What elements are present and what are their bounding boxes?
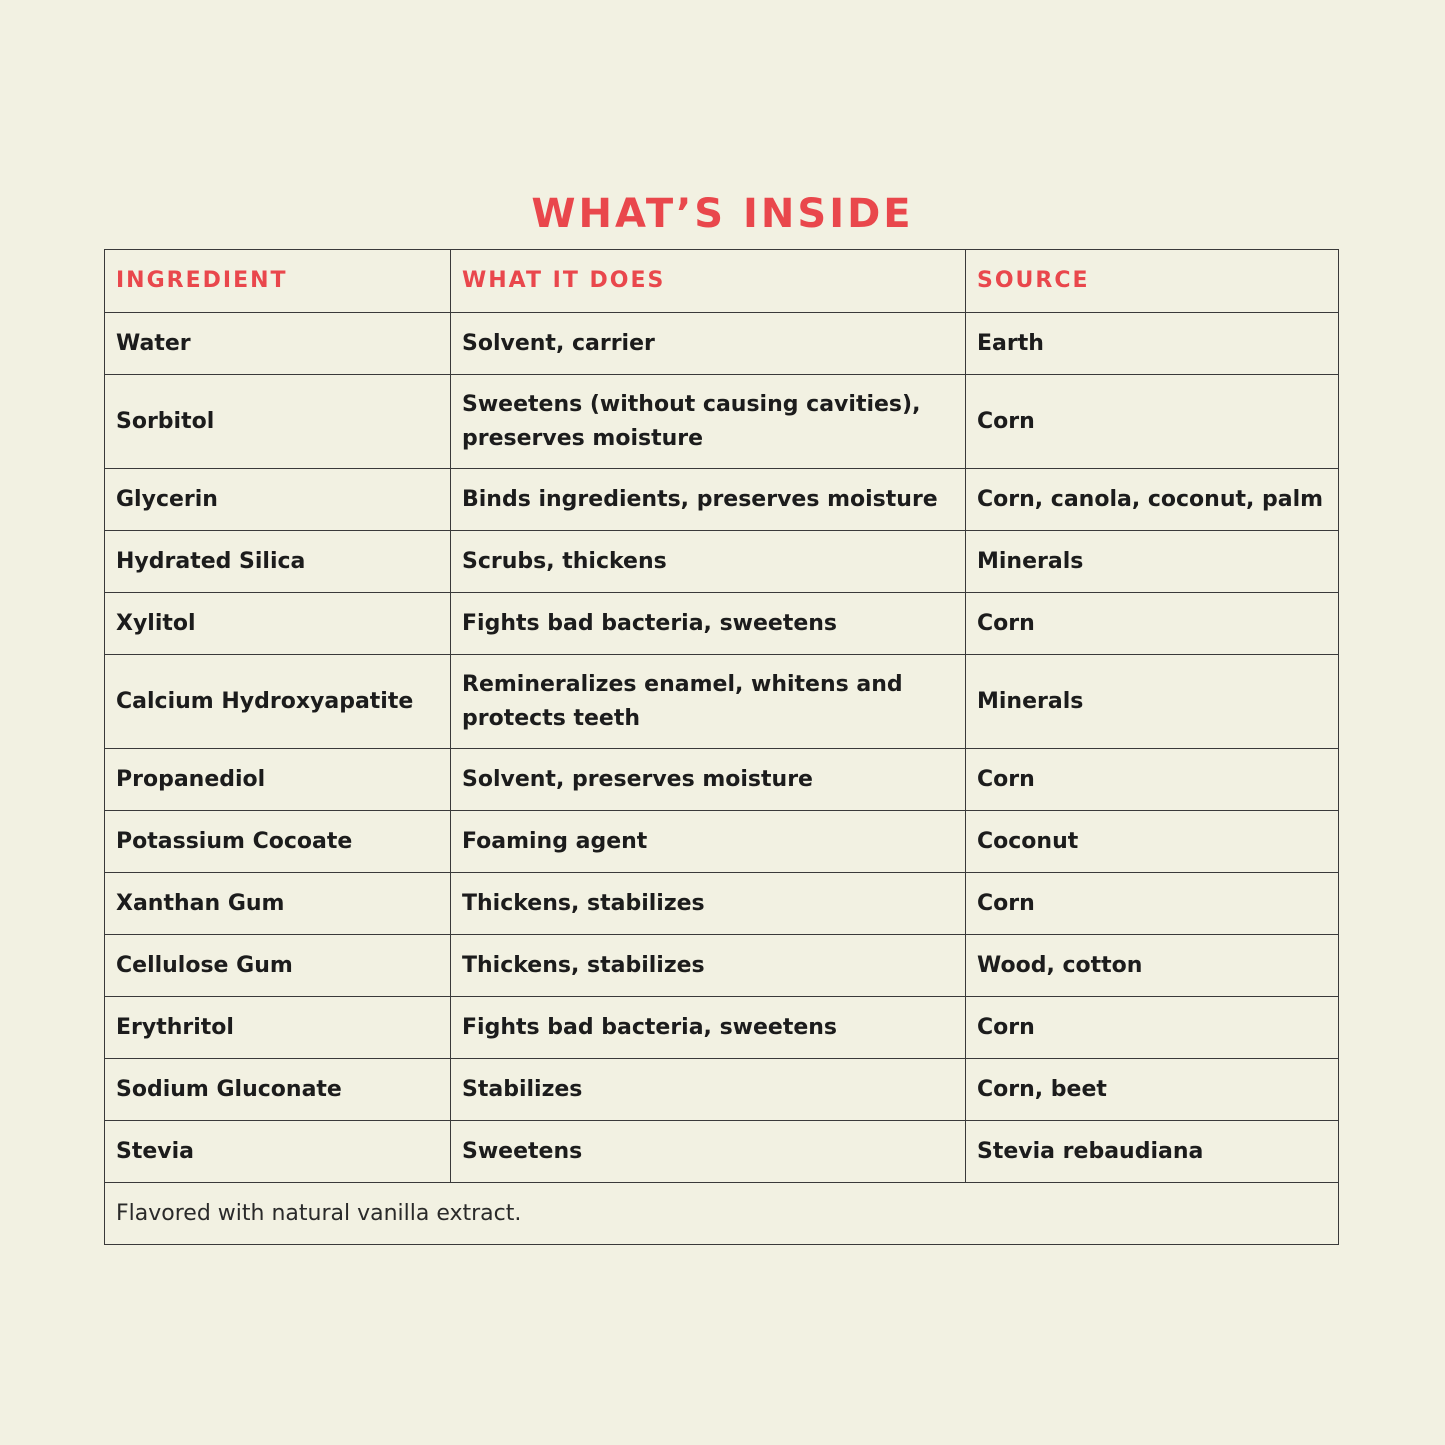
ingredient-cell: Xanthan Gum <box>105 873 451 935</box>
ingredient-cell: Hydrated Silica <box>105 531 451 593</box>
function-cell: Binds ingredients, preserves moisture <box>451 469 966 531</box>
table-row <box>105 531 1339 593</box>
ingredient-cell: Erythritol <box>105 997 451 1059</box>
footnote-row <box>105 1183 1339 1245</box>
table-row <box>105 375 1339 469</box>
column-header-what-it-does: WHAT IT DOES <box>451 250 966 313</box>
table-row <box>105 935 1339 997</box>
function-cell: Stabilizes <box>451 1059 966 1121</box>
function-cell: Solvent, carrier <box>451 313 966 375</box>
ingredient-cell: Potassium Cocoate <box>105 811 451 873</box>
function-cell: Sweetens (without causing cavities), preserves moisture <box>451 375 966 469</box>
source-cell: Corn <box>966 375 1339 469</box>
ingredient-cell: Cellulose Gum <box>105 935 451 997</box>
function-cell: Remineralizes enamel, whitens and protects teeth <box>451 655 966 749</box>
source-cell: Corn <box>966 593 1339 655</box>
ingredient-cell: Stevia <box>105 1121 451 1183</box>
footnote: Flavored with natural vanilla extract. <box>105 1183 1339 1245</box>
source-cell: Stevia rebaudiana <box>966 1121 1339 1183</box>
source-cell: Corn, canola, coconut, palm <box>966 469 1339 531</box>
function-cell: Fights bad bacteria, sweetens <box>451 997 966 1059</box>
source-cell: Coconut <box>966 811 1339 873</box>
page-title: WHAT’S INSIDE <box>531 191 914 237</box>
ingredient-cell: Water <box>105 313 451 375</box>
function-cell: Solvent, preserves moisture <box>451 749 966 811</box>
table-row <box>105 997 1339 1059</box>
table-row <box>105 313 1339 375</box>
function-cell: Thickens, stabilizes <box>451 873 966 935</box>
source-cell: Corn <box>966 873 1339 935</box>
ingredient-cell: Propanediol <box>105 749 451 811</box>
table-row <box>105 811 1339 873</box>
table-row <box>105 873 1339 935</box>
ingredient-cell: Xylitol <box>105 593 451 655</box>
function-cell: Sweetens <box>451 1121 966 1183</box>
function-cell: Foaming agent <box>451 811 966 873</box>
function-cell: Scrubs, thickens <box>451 531 966 593</box>
source-cell: Earth <box>966 313 1339 375</box>
ingredients-table <box>104 249 1339 1245</box>
column-header-source: SOURCE <box>966 250 1339 313</box>
function-cell: Fights bad bacteria, sweetens <box>451 593 966 655</box>
table-row <box>105 655 1339 749</box>
source-cell: Minerals <box>966 655 1339 749</box>
ingredient-cell: Sorbitol <box>105 375 451 469</box>
ingredient-cell: Sodium Gluconate <box>105 1059 451 1121</box>
source-cell: Wood, cotton <box>966 935 1339 997</box>
source-cell: Corn, beet <box>966 1059 1339 1121</box>
source-cell: Minerals <box>966 531 1339 593</box>
source-cell: Corn <box>966 997 1339 1059</box>
table-row <box>105 1059 1339 1121</box>
source-cell: Corn <box>966 749 1339 811</box>
table-row <box>105 593 1339 655</box>
table-row <box>105 749 1339 811</box>
function-cell: Thickens, stabilizes <box>451 935 966 997</box>
table-row <box>105 469 1339 531</box>
table-header-row <box>105 250 1339 313</box>
table-row <box>105 1121 1339 1183</box>
ingredient-cell: Calcium Hydroxyapatite <box>105 655 451 749</box>
column-header-ingredient: INGREDIENT <box>105 250 451 313</box>
ingredient-cell: Glycerin <box>105 469 451 531</box>
